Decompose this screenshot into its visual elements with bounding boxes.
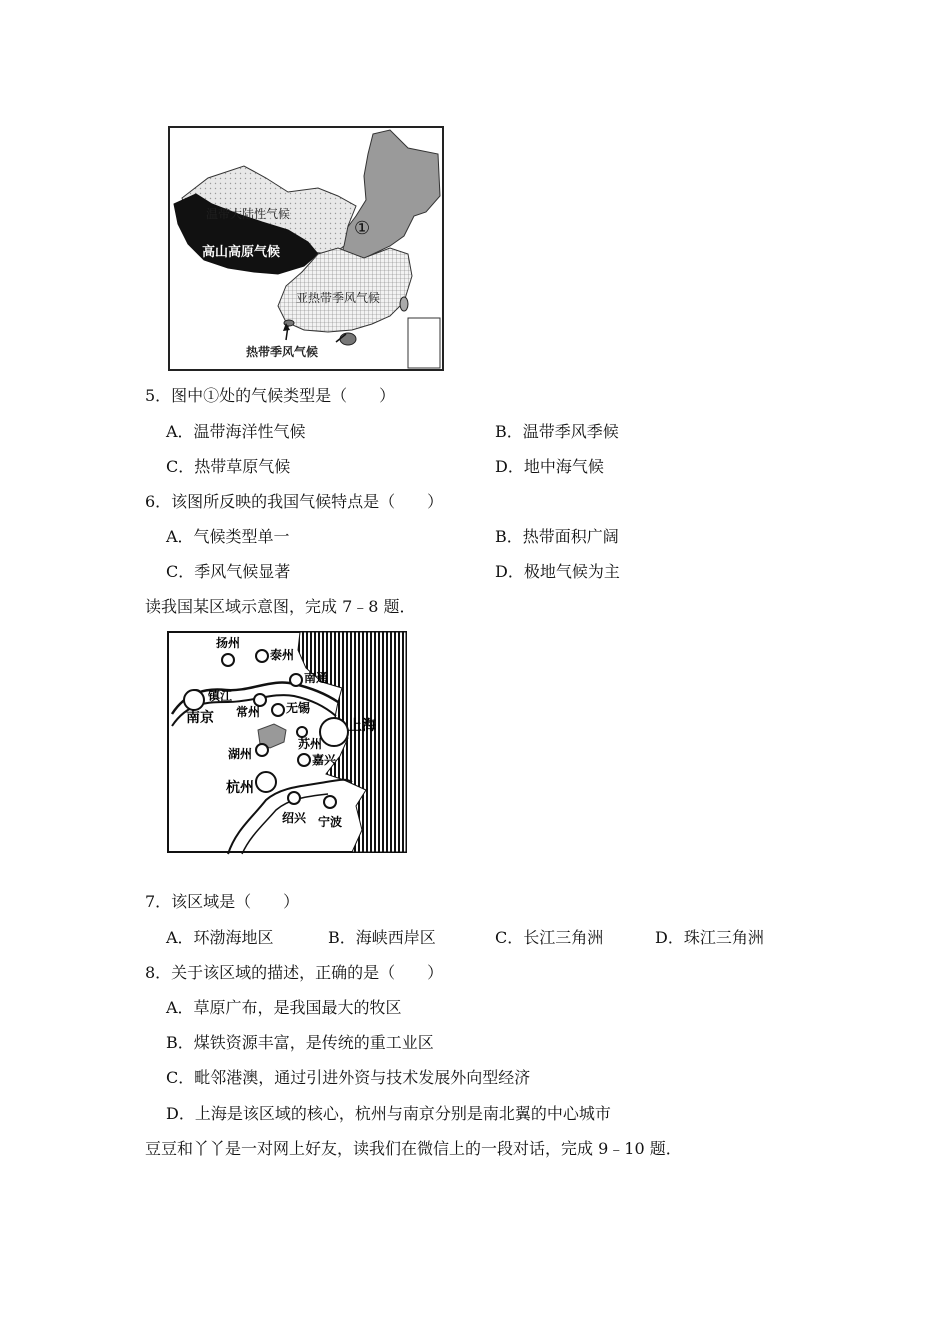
q7-option-b[interactable]: B．海峡西岸区: [328, 928, 436, 947]
label-subtropical-monsoon: 亚热带季风气候: [296, 291, 381, 305]
city-label-suzhou: 苏州: [298, 737, 323, 751]
city-dot-nantong: [290, 674, 302, 686]
region-map-svg: [166, 630, 410, 856]
q8-stem: 8．关于该区域的描述，正确的是（ ）: [145, 963, 444, 982]
city-dot-shaoxing: [288, 792, 300, 804]
city-dot-shanghai: [320, 718, 348, 746]
q6-option-d[interactable]: D．极地气候为主: [495, 562, 620, 581]
q7-option-a[interactable]: A．环渤海地区: [166, 928, 274, 947]
q6-option-b[interactable]: B．热带面积广阔: [495, 527, 619, 546]
city-dot-hangzhou: [256, 772, 276, 792]
region-map: [166, 630, 410, 856]
city-dot-nanjing: [184, 690, 204, 710]
city-dot-suzhou: [297, 727, 307, 737]
q6-stem: 6．该图所反映的我国气候特点是（ ）: [145, 492, 444, 511]
label-tropical-monsoon: 热带季风气候: [246, 345, 319, 359]
intro-9-10: 豆豆和丫丫是一对网上好友，读我们在微信上的一段对话，完成 9﹣10 题．: [145, 1139, 682, 1158]
q7-option-c[interactable]: C．长江三角洲: [495, 928, 604, 947]
taiwan-island: [400, 297, 408, 311]
city-label-taizhou: 泰州: [270, 648, 295, 662]
city-label-nantong: 南通: [304, 671, 329, 685]
q8-option-d[interactable]: D．上海是该区域的核心，杭州与南京分别是南北翼的中心城市: [166, 1104, 611, 1123]
q6-option-a[interactable]: A．气候类型单一: [166, 527, 290, 546]
q5-option-a[interactable]: A．温带海洋性气候: [166, 422, 306, 441]
intro-7-8: 读我国某区域示意图，完成 7﹣8 题．: [145, 597, 416, 616]
city-dot-jiaxing: [298, 754, 310, 766]
city-label-huzhou: 湖州: [228, 747, 253, 761]
label-temperate-continental: 温带大陆性气候: [206, 207, 291, 221]
q5-option-c[interactable]: C．热带草原气候: [166, 457, 291, 476]
china-climate-map-svg: [168, 126, 446, 372]
q5-option-b[interactable]: B．温带季风季候: [495, 422, 619, 441]
city-label-jiaxing: 嘉兴: [312, 753, 337, 767]
q6-option-c[interactable]: C．季风气候显著: [166, 562, 291, 581]
city-dot-yangzhou: [222, 654, 234, 666]
city-label-shaoxing: 绍兴: [282, 811, 307, 825]
city-dot-wuxi: [272, 704, 284, 716]
south-sea-inset: [408, 318, 440, 368]
q8-option-a[interactable]: A．草原广布，是我国最大的牧区: [166, 998, 402, 1017]
city-label-shanghai: 上海: [348, 718, 376, 734]
label-marker-1: ①: [354, 218, 371, 239]
city-dot-ningbo: [324, 796, 336, 808]
region-tropical-monsoon-hainan: [340, 333, 356, 345]
q7-option-d[interactable]: D．珠江三角洲: [655, 928, 764, 947]
city-label-changzhou: 常州: [236, 705, 261, 719]
q8-option-b[interactable]: B．煤铁资源丰富，是传统的重工业区: [166, 1033, 434, 1052]
city-label-wuxi: 无锡: [286, 701, 311, 715]
q8-option-c[interactable]: C．毗邻港澳，通过引进外资与技术发展外向型经济: [166, 1068, 531, 1087]
city-dot-huzhou: [256, 744, 268, 756]
china-climate-map: [168, 126, 446, 372]
q5-stem: 5．图中①处的气候类型是（ ）: [145, 386, 396, 405]
city-label-nanjing: 南京: [186, 710, 214, 726]
q5-option-d[interactable]: D．地中海气候: [495, 457, 604, 476]
city-label-hangzhou: 杭州: [226, 780, 254, 796]
label-highland: 高山高原气候: [202, 245, 281, 260]
city-label-zhenjiang: 镇江: [208, 689, 233, 703]
city-label-ningbo: 宁波: [318, 815, 343, 829]
city-dot-taizhou: [256, 650, 268, 662]
city-label-yangzhou: 扬州: [216, 636, 241, 650]
q7-stem: 7．该区域是（ ）: [145, 892, 300, 911]
